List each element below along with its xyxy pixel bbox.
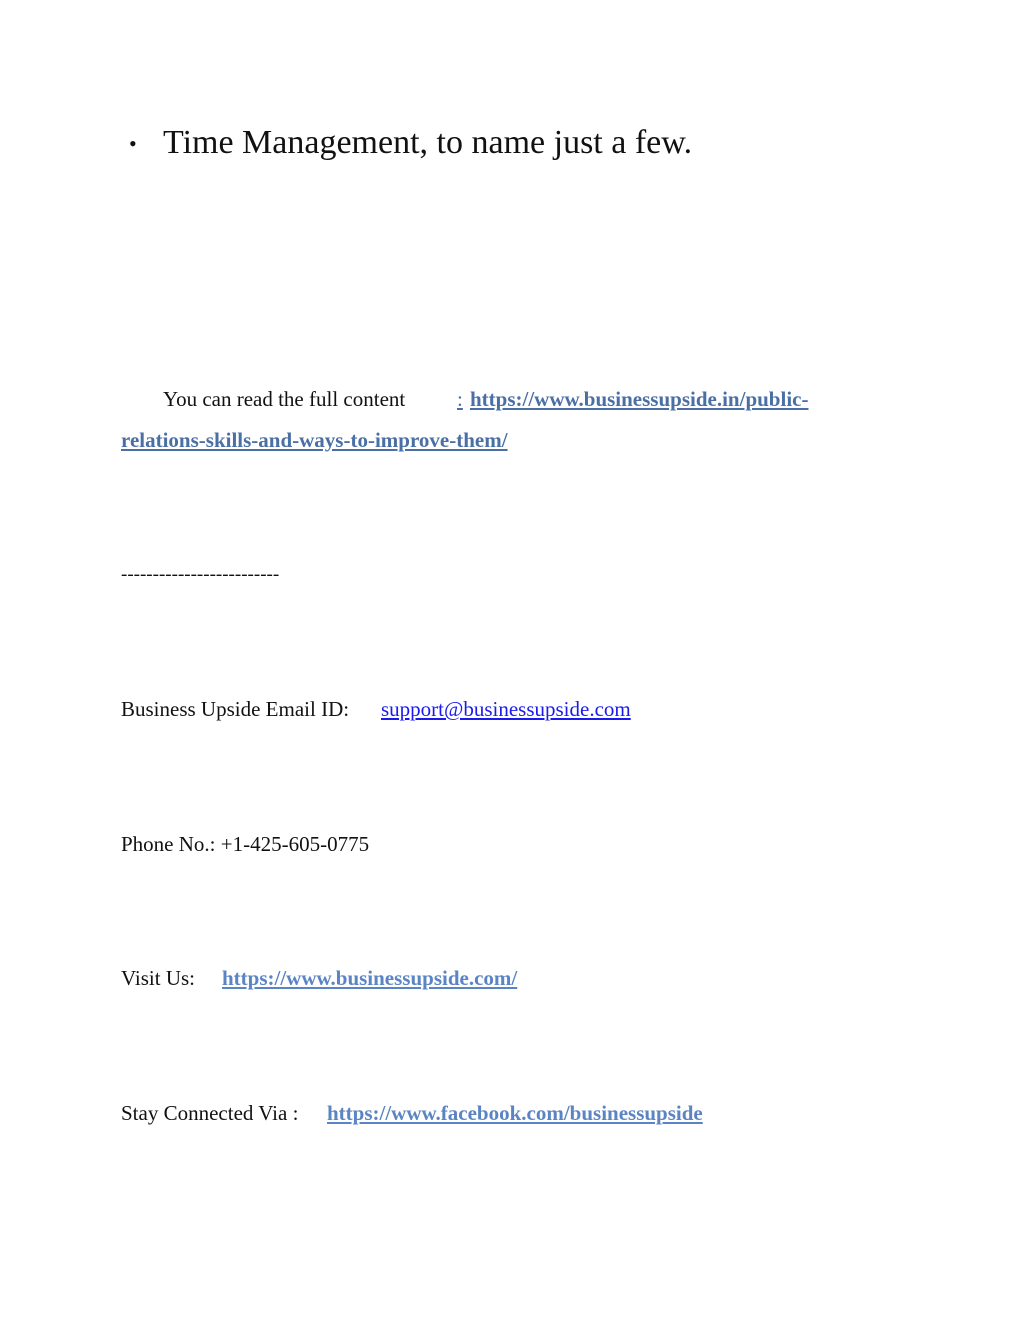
phone-number: Phone No.: +1-425-605-0775 — [121, 832, 370, 856]
read-full-content-label: You can read the full content — [163, 387, 406, 411]
article-link-line-1[interactable]: https://www.businessupside.in/public- — [470, 387, 809, 411]
stay-connected-label: Stay Connected Via : — [121, 1101, 299, 1125]
bullet-item-time-management: Time Management, to name just a few. — [163, 124, 693, 161]
facebook-link[interactable]: https://www.facebook.com/businessupside — [327, 1101, 703, 1125]
visit-us-label: Visit Us: — [121, 966, 196, 990]
email-label: Business Upside Email ID: — [121, 697, 350, 721]
read-full-content-colon: : — [457, 387, 463, 411]
website-link[interactable]: https://www.businessupside.com/ — [222, 966, 518, 990]
email-link[interactable]: support@businessupside.com — [381, 697, 631, 721]
article-link-line-2[interactable]: relations-skills-and-ways-to-improve-them/ — [121, 428, 508, 452]
dashed-divider: ------------------------- — [121, 564, 280, 585]
bullet-marker: • — [129, 131, 137, 156]
